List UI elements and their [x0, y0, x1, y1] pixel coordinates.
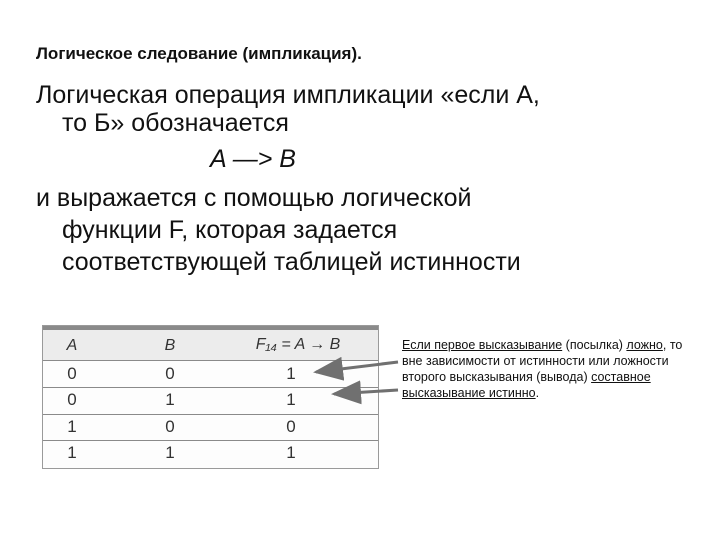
table-cell: 0	[67, 364, 77, 383]
body-line-5: функции F, которая задается	[62, 216, 398, 244]
note-conclusion: составное высказывание истинно	[402, 370, 651, 400]
note-false: ложно	[626, 338, 663, 352]
table-cell: 1	[67, 417, 77, 436]
table-cell: 1	[67, 443, 77, 462]
explanation-note	[402, 337, 702, 401]
body-line-2: то Б» обозначается	[62, 109, 289, 137]
table-header-f14: F₁₄ = A → B	[255, 336, 341, 353]
body-line-6: соответствующей таблицей истинности	[62, 248, 521, 276]
table-cell: 1	[286, 390, 296, 409]
table-header-b: B	[164, 337, 176, 354]
arrow-to-row-2	[334, 390, 398, 394]
table-cell: 1	[286, 364, 296, 383]
table-header-a: A	[66, 337, 78, 354]
table-cell: 1	[165, 443, 175, 462]
note-premise: Если первое высказывание	[402, 338, 563, 352]
table-cell: 0	[286, 417, 296, 436]
body-line-4: и выражается с помощью логической	[36, 184, 472, 212]
table-cell: 0	[67, 390, 77, 409]
table-cell: 1	[286, 443, 296, 462]
table-cell: 0	[165, 364, 175, 383]
slide-title: Логическое следование (импликация).	[36, 44, 362, 63]
body-line-1: Логическая операция импликации «если А,	[36, 81, 540, 109]
table-cell: 1	[165, 390, 175, 409]
arrow-to-row-1	[316, 362, 398, 372]
table-cell: 0	[165, 417, 175, 436]
note-text: (посылка)	[562, 338, 627, 352]
implication-formula: A —> B	[210, 145, 296, 173]
note-text: , то вне зависимости от истинности или ложности второго высказывания (вывода)	[402, 338, 683, 384]
note-period: .	[535, 386, 540, 400]
